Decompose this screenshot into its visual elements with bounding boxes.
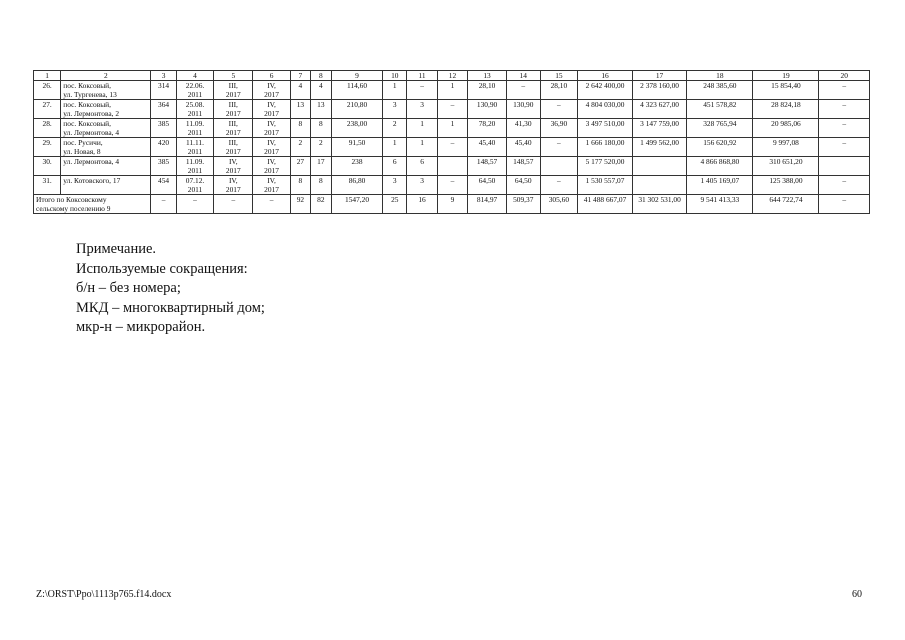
table-cell: 8	[290, 119, 310, 138]
table-cell: 314	[151, 81, 176, 100]
table-cell: –	[819, 195, 870, 214]
table-cell: III, 2017	[214, 100, 253, 119]
table-cell: 1	[437, 81, 467, 100]
table-cell: –	[819, 81, 870, 100]
table-cell: –	[819, 176, 870, 195]
table-cell: 3 497 510,00	[578, 119, 633, 138]
table-cell: 36,90	[540, 119, 578, 138]
table-cell: 26.	[34, 81, 61, 100]
table-cell: 310 651,20	[753, 157, 819, 176]
table-cell: 644 722,74	[753, 195, 819, 214]
table-cell: 11.09. 2011	[176, 157, 214, 176]
table-cell: 25	[383, 195, 407, 214]
note-line: Используемые сокращения:	[76, 260, 248, 277]
table-cell: 6	[383, 157, 407, 176]
table-cell: 7	[290, 71, 310, 81]
table-cell: 78,20	[468, 119, 507, 138]
table-cell: 3	[407, 100, 437, 119]
table-cell: 2	[61, 71, 151, 81]
table-cell: IV, 2017	[253, 157, 291, 176]
table-row	[34, 157, 870, 176]
table-cell: ул. Котовского, 17	[61, 176, 151, 195]
table-cell: 17	[310, 157, 331, 176]
table-cell: –	[819, 138, 870, 157]
note-title: Примечание.	[76, 241, 157, 257]
table-cell: 4	[176, 71, 214, 81]
table-cell: 13	[310, 100, 331, 119]
table-cell: 8	[310, 176, 331, 195]
table-cell: 18	[687, 71, 753, 81]
table-cell: –	[253, 195, 291, 214]
table-cell: 27	[290, 157, 310, 176]
table-cell: 305,60	[540, 195, 578, 214]
table-cell: IV, 2017	[253, 81, 291, 100]
table-cell: 86,80	[331, 176, 382, 195]
table-cell: 420	[151, 138, 176, 157]
table-cell: 451 578,82	[687, 100, 753, 119]
table-row	[34, 100, 870, 119]
table-cell: 41,30	[506, 119, 540, 138]
table-cell: 1 405 169,07	[687, 176, 753, 195]
table-cell: 30.	[34, 157, 61, 176]
table-cell: 19	[753, 71, 819, 81]
table-cell	[819, 157, 870, 176]
table-cell: 1 666 180,00	[578, 138, 633, 157]
table-cell: 3	[383, 100, 407, 119]
table-cell: 4 323 627,00	[632, 100, 687, 119]
table-cell: 91,50	[331, 138, 382, 157]
note-line: б/н – без номера;	[76, 280, 181, 296]
table-cell: 1	[407, 119, 437, 138]
table-cell: 2 642 400,00	[578, 81, 633, 100]
table-cell: 27.	[34, 100, 61, 119]
table-cell: 1547,20	[331, 195, 382, 214]
table-cell: 9	[331, 71, 382, 81]
table-cell: 16	[407, 195, 437, 214]
table-cell: 238	[331, 157, 382, 176]
table-cell: 13	[468, 71, 507, 81]
table-cell: 20	[819, 71, 870, 81]
table-cell: 814,97	[468, 195, 507, 214]
note-line: МКД – многоквартирный дом;	[76, 299, 265, 316]
table-cell: 3 147 759,00	[632, 119, 687, 138]
table-cell: 2	[310, 138, 331, 157]
table-cell: –	[437, 138, 467, 157]
table-cell: IV, 2017	[253, 138, 291, 157]
table-cell: 45,40	[506, 138, 540, 157]
table-cell: 45,40	[468, 138, 507, 157]
table-cell: 64,50	[506, 176, 540, 195]
table-cell: 2	[290, 138, 310, 157]
table-cell: 9 541 413,33	[687, 195, 753, 214]
table-cell: 41 488 667,07	[578, 195, 633, 214]
table-cell: 31 302 531,00	[632, 195, 687, 214]
table-cell: 4	[310, 81, 331, 100]
note-line: мкр-н – микрорайон.	[76, 319, 206, 335]
table-cell: III, 2017	[214, 81, 253, 100]
table-row	[34, 138, 870, 157]
table-cell: 210,80	[331, 100, 382, 119]
table-cell: III, 2017	[214, 138, 253, 157]
table-cell: 9 997,08	[753, 138, 819, 157]
column-number-row	[34, 71, 870, 81]
table-cell: –	[151, 195, 176, 214]
table-cell: 07.12. 2011	[176, 176, 214, 195]
table-cell: –	[540, 176, 578, 195]
table-cell: 12	[437, 71, 467, 81]
table-cell: 14	[506, 71, 540, 81]
table-cell: 454	[151, 176, 176, 195]
table-cell: 125 388,00	[753, 176, 819, 195]
table-cell: 5 177 520,00	[578, 157, 633, 176]
table-cell: 28 824,18	[753, 100, 819, 119]
table-cell: 28,10	[468, 81, 507, 100]
table-cell: –	[437, 100, 467, 119]
table-cell: –	[506, 81, 540, 100]
table-cell: 31.	[34, 176, 61, 195]
table-cell: 385	[151, 119, 176, 138]
table-cell: 364	[151, 100, 176, 119]
table-cell: 238,00	[331, 119, 382, 138]
table-cell: –	[540, 100, 578, 119]
table-cell: ул. Лермонтова, 4	[61, 157, 151, 176]
table-cell: 15	[540, 71, 578, 81]
table-cell: –	[819, 100, 870, 119]
table-cell: 1	[407, 138, 437, 157]
table-cell: 130,90	[468, 100, 507, 119]
table-cell: –	[437, 176, 467, 195]
table-cell: пос. Коксовый, ул. Тургенева, 13	[61, 81, 151, 100]
table-cell: 4 804 030,00	[578, 100, 633, 119]
table-cell: 9	[437, 195, 467, 214]
table-cell: 385	[151, 157, 176, 176]
table-cell: 3	[383, 176, 407, 195]
table-cell: 8	[310, 71, 331, 81]
table-cell: пос. Коксовый, ул. Лермонтова, 4	[61, 119, 151, 138]
table-cell: IV, 2017	[253, 100, 291, 119]
table-cell: 8	[290, 176, 310, 195]
table-cell: –	[407, 81, 437, 100]
table-cell: 8	[310, 119, 331, 138]
table-cell: 4 866 868,80	[687, 157, 753, 176]
table-row	[34, 119, 870, 138]
table-cell: 11	[407, 71, 437, 81]
housing-data-table	[33, 70, 870, 214]
table-row	[34, 81, 870, 100]
table-cell: 5	[214, 71, 253, 81]
table-cell: 6	[407, 157, 437, 176]
table-cell: IV, 2017	[214, 176, 253, 195]
table-cell	[632, 157, 687, 176]
table-row	[34, 176, 870, 195]
table-cell: 156 620,92	[687, 138, 753, 157]
table-cell: 64,50	[468, 176, 507, 195]
table-cell: 17	[632, 71, 687, 81]
table-cell	[632, 176, 687, 195]
table-cell: 1 530 557,07	[578, 176, 633, 195]
table-cell: 509,37	[506, 195, 540, 214]
table-cell: 130,90	[506, 100, 540, 119]
table-cell: пос. Русичи, ул. Новая, 8	[61, 138, 151, 157]
table-cell: 328 765,94	[687, 119, 753, 138]
table-cell: 82	[310, 195, 331, 214]
table-cell: 2	[383, 119, 407, 138]
table-cell: 2 378 160,00	[632, 81, 687, 100]
table-cell: 3	[151, 71, 176, 81]
table-cell: Итого по Коксовскому сельскому поселению 9	[34, 195, 151, 214]
table-cell: IV, 2017	[253, 119, 291, 138]
table-cell: IV, 2017	[253, 176, 291, 195]
table-cell: 28.	[34, 119, 61, 138]
table-cell: –	[214, 195, 253, 214]
table-cell: пос. Коксовый, ул. Лермонтова, 2	[61, 100, 151, 119]
table-cell: 25.08. 2011	[176, 100, 214, 119]
table-cell: 1 499 562,00	[632, 138, 687, 157]
footer-file-path: Z:\ORST\Ppo\1113p765.f14.docx	[36, 589, 172, 600]
table-cell: 114,60	[331, 81, 382, 100]
total-row	[34, 195, 870, 214]
table-cell: 148,57	[468, 157, 507, 176]
table-cell: 1	[437, 119, 467, 138]
table-cell: 1	[383, 81, 407, 100]
notes-section	[76, 240, 265, 338]
table-cell: 29.	[34, 138, 61, 157]
table-cell: 92	[290, 195, 310, 214]
table-cell: 248 385,60	[687, 81, 753, 100]
table-cell: 15 854,40	[753, 81, 819, 100]
table-cell: 13	[290, 100, 310, 119]
table-cell: 6	[253, 71, 291, 81]
table-cell: 1	[383, 138, 407, 157]
table-cell: 16	[578, 71, 633, 81]
table-cell: 10	[383, 71, 407, 81]
table-cell: 11.09. 2011	[176, 119, 214, 138]
table-cell: III, 2017	[214, 119, 253, 138]
table-cell: 28,10	[540, 81, 578, 100]
table-cell: 4	[290, 81, 310, 100]
table-cell: 22.06. 2011	[176, 81, 214, 100]
table-cell: IV, 2017	[214, 157, 253, 176]
table-cell: 3	[407, 176, 437, 195]
table-cell: –	[819, 119, 870, 138]
table-cell	[437, 157, 467, 176]
table-cell: –	[176, 195, 214, 214]
page-number: 60	[852, 589, 862, 600]
table-cell: 20 985,06	[753, 119, 819, 138]
table-cell: 1	[34, 71, 61, 81]
table-cell: –	[540, 138, 578, 157]
table-cell	[540, 157, 578, 176]
table-cell: 11.11. 2011	[176, 138, 214, 157]
table-cell: 148,57	[506, 157, 540, 176]
